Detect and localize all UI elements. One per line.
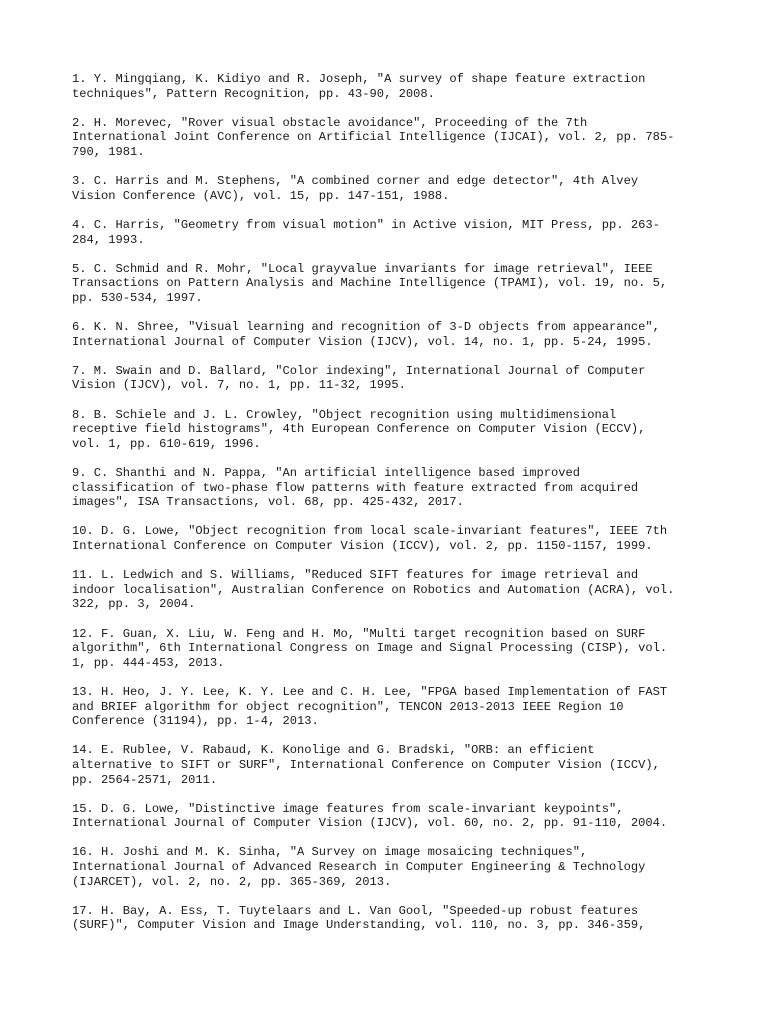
reference-line: 5. C. Schmid and R. Mohr, "Local grayvalue invariants for image retrieval", IEEE <box>72 261 653 276</box>
reference-entry <box>72 116 702 160</box>
reference-line: 15. D. G. Lowe, "Distinctive image features from scale-invariant keypoints", <box>72 801 624 816</box>
reference-line: 8. B. Schiele and J. L. Crowley, "Object recognition using multidimensional <box>72 407 617 422</box>
reference-line: 6. K. N. Shree, "Visual learning and recognition of 3-D objects from appearance", <box>72 320 660 335</box>
reference-line: 10. D. G. Lowe, "Object recognition from local scale-invariant features", IEEE 7th <box>72 524 668 539</box>
reference-line: 13. H. Heo, J. Y. Lee, K. Y. Lee and C. H. Lee, "FPGA based Implementation of FAST <box>72 684 668 699</box>
reference-line: indoor localisation", Australian Conference on Robotics and Automation (ACRA), vol. <box>72 582 675 597</box>
reference-entry <box>72 743 702 787</box>
reference-entry <box>72 904 702 933</box>
reference-line: 284, 1993. <box>72 232 145 247</box>
reference-line: (IJARCET), vol. 2, no. 2, pp. 365-369, 2013. <box>72 874 392 889</box>
reference-line: 7. M. Swain and D. Ballard, "Color indexing", International Journal of Computer <box>72 363 646 378</box>
reference-entry <box>72 685 702 729</box>
reference-line: 322, pp. 3, 2004. <box>72 597 196 612</box>
reference-entry <box>72 802 702 831</box>
reference-line: alternative to SIFT or SURF", International Conference on Computer Vision (ICCV), <box>72 757 660 772</box>
reference-entry <box>72 524 702 553</box>
reference-line: images", ISA Transactions, vol. 68, pp. 425-432, 2017. <box>72 495 464 510</box>
reference-line: techniques", Pattern Recognition, pp. 43-90, 2008. <box>72 86 435 101</box>
reference-entry <box>72 72 702 101</box>
reference-entry <box>72 320 702 349</box>
reference-entry <box>72 845 702 889</box>
reference-line: Transactions on Pattern Analysis and Machine Intelligence (TPAMI), vol. 19, no. 5, <box>72 276 668 291</box>
reference-line: receptive field histograms", 4th European Conference on Computer Vision (ECCV), <box>72 422 646 437</box>
reference-line: 2. H. Morevec, "Rover visual obstacle avoidance", Proceeding of the 7th <box>72 115 588 130</box>
reference-line: 17. H. Bay, A. Ess, T. Tuytelaars and L. Van Gool, "Speeded-up robust features <box>72 903 639 918</box>
reference-line: classification of two-phase flow patterns with feature extracted from acquired <box>72 480 639 495</box>
reference-line: International Journal of Advanced Research in Computer Engineering & Technology <box>72 860 646 875</box>
reference-line: International Joint Conference on Artificial Intelligence (IJCAI), vol. 2, pp. 785- <box>72 130 675 145</box>
reference-line: pp. 2564-2571, 2011. <box>72 772 218 787</box>
reference-line: International Journal of Computer Vision (IJCV), vol. 14, no. 1, pp. 5-24, 1995. <box>72 334 653 349</box>
reference-line: 4. C. Harris, "Geometry from visual motion" in Active vision, MIT Press, pp. 263- <box>72 217 660 232</box>
reference-entry <box>72 568 702 612</box>
reference-entry <box>72 466 702 510</box>
reference-entry <box>72 627 702 671</box>
reference-line: 1. Y. Mingqiang, K. Kidiyo and R. Joseph, "A survey of shape feature extraction <box>72 72 646 86</box>
reference-list <box>72 72 702 948</box>
reference-line: 3. C. Harris and M. Stephens, "A combined corner and edge detector", 4th Alvey <box>72 174 639 189</box>
reference-line: (SURF)", Computer Vision and Image Understanding, vol. 110, no. 3, pp. 346-359, <box>72 918 646 933</box>
reference-line: International Conference on Computer Vision (ICCV), vol. 2, pp. 1150-1157, 1999. <box>72 539 653 553</box>
reference-line: 12. F. Guan, X. Liu, W. Feng and H. Mo, "Multi target recognition based on SURF <box>72 626 646 641</box>
reference-entry <box>72 364 702 393</box>
reference-entry <box>72 218 702 247</box>
reference-line: Conference (31194), pp. 1-4, 2013. <box>72 714 319 729</box>
reference-entry <box>72 174 702 203</box>
reference-line: Vision (IJCV), vol. 7, no. 1, pp. 11-32, 1995. <box>72 378 406 393</box>
reference-line: vol. 1, pp. 610-619, 1996. <box>72 436 261 451</box>
reference-line: algorithm", 6th International Congress on Image and Signal Processing (CISP), vol. <box>72 641 668 656</box>
reference-line: 16. H. Joshi and M. K. Sinha, "A Survey on image mosaicing techniques", <box>72 845 588 860</box>
reference-line: Vision Conference (AVC), vol. 15, pp. 147-151, 1988. <box>72 188 450 203</box>
reference-entry <box>72 408 702 452</box>
reference-line: 14. E. Rublee, V. Rabaud, K. Konolige and G. Bradski, "ORB: an efficient <box>72 743 595 758</box>
reference-line: International Journal of Computer Vision (IJCV), vol. 60, no. 2, pp. 91-110, 2004. <box>72 816 668 831</box>
reference-line: and BRIEF algorithm for object recognition", TENCON 2013-2013 IEEE Region 10 <box>72 699 624 714</box>
reference-line: pp. 530-534, 1997. <box>72 290 203 305</box>
reference-entry <box>72 262 702 306</box>
reference-line: 790, 1981. <box>72 144 145 159</box>
reference-line: 1, pp. 444-453, 2013. <box>72 655 225 670</box>
reference-line: 9. C. Shanthi and N. Pappa, "An artificial intelligence based improved <box>72 466 581 481</box>
reference-line: 11. L. Ledwich and S. Williams, "Reduced SIFT features for image retrieval and <box>72 568 639 583</box>
